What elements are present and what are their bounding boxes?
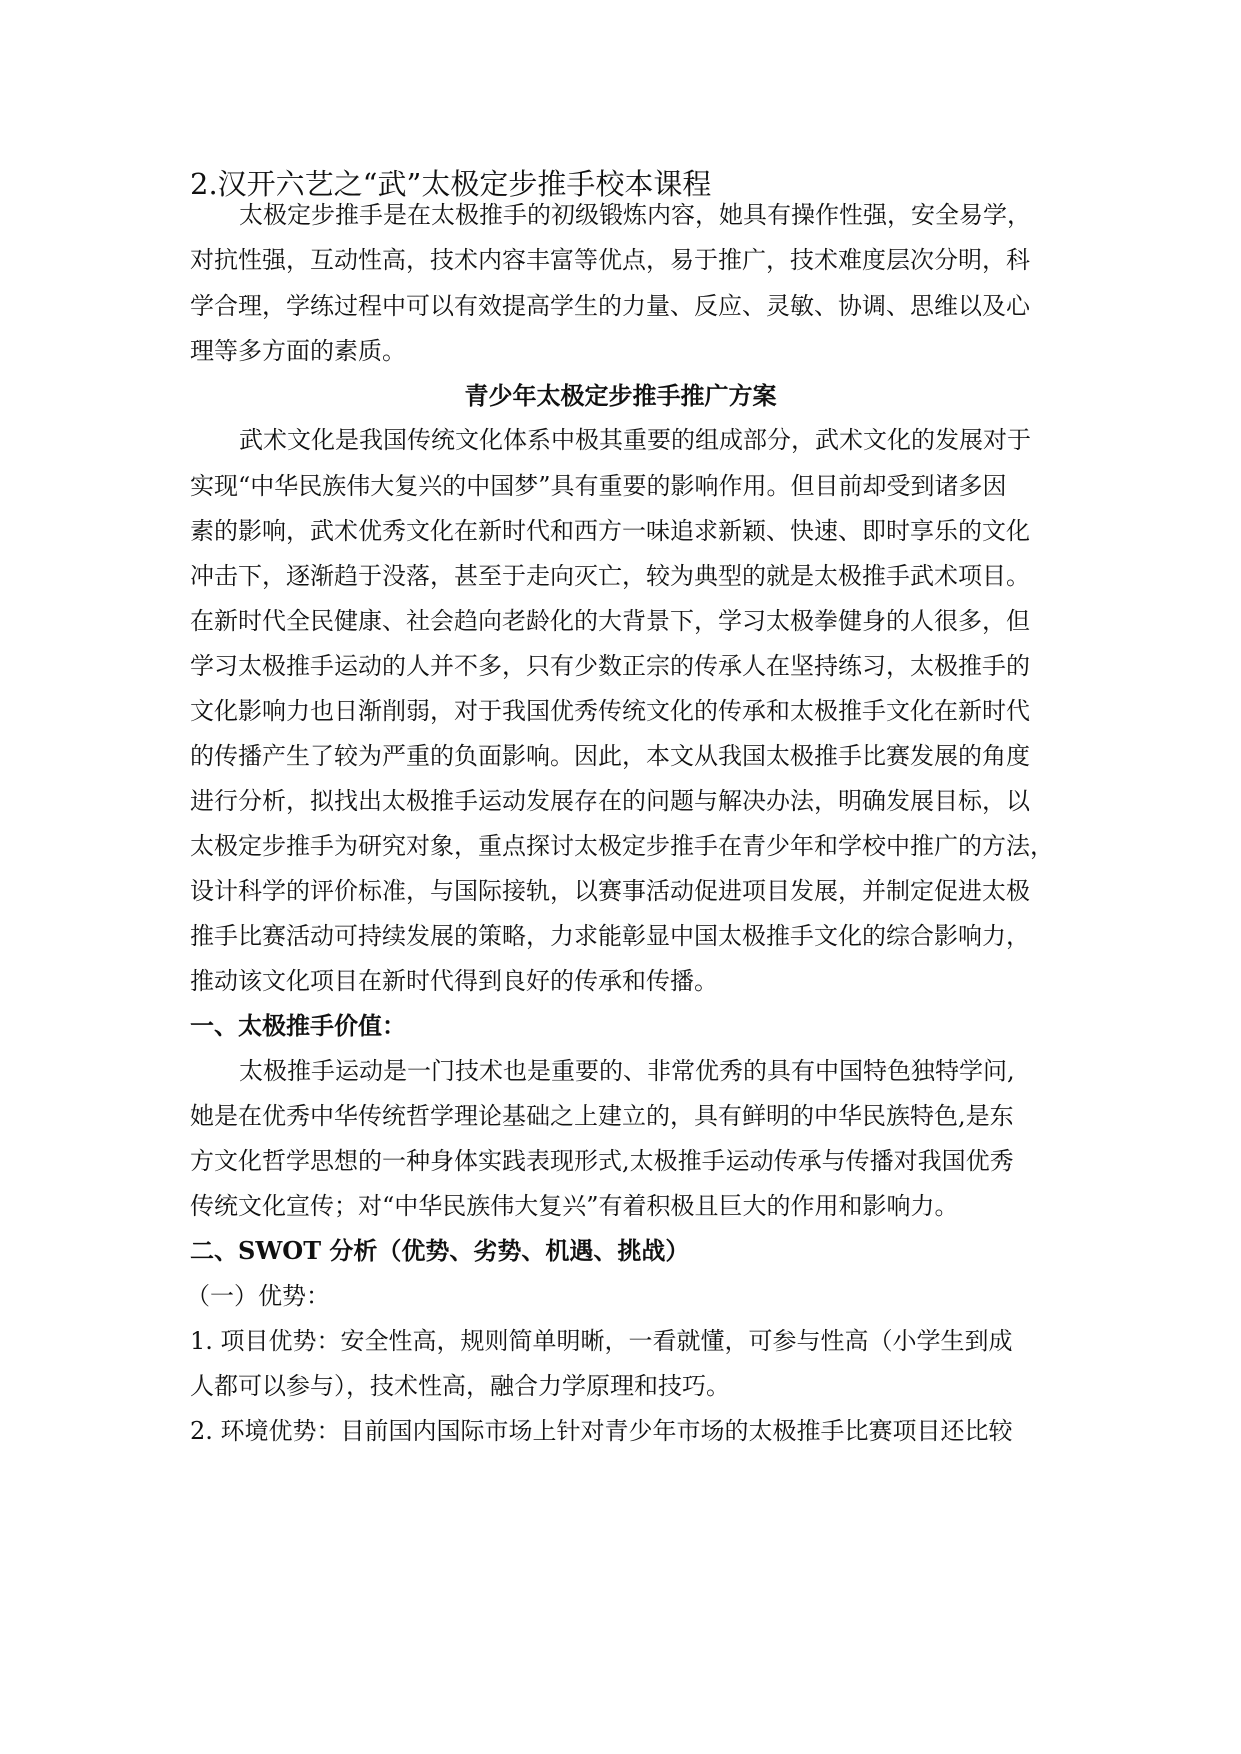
sub1-heading: （一）优势： [186, 1282, 330, 1310]
section1-heading: 一、太极推手价值： [190, 1011, 406, 1040]
plan-line-13: 推动该文化项目在新时代得到良好的传承和传播。 [190, 967, 718, 995]
section1-line-3: 方文化哲学思想的一种身体实践表现形式,太极推手运动传承与传播对我国优秀 [190, 1147, 1014, 1175]
plan-line-3: 素的影响，武术优秀文化在新时代和西方一味追求新颖、快速、即时享乐的文化 [190, 517, 1030, 545]
plan-line-1: 武术文化是我国传统文化体系中极其重要的组成部分，武术文化的发展对于 [239, 426, 1031, 454]
plan-title: 青少年太极定步推手推广方案 [464, 381, 777, 410]
intro-line-3: 学合理，学练过程中可以有效提高学生的力量、反应、灵敏、协调、思维以及心 [190, 292, 1030, 320]
item2-line-1: 2. 环境优势：目前国内国际市场上针对青少年市场的太极推手比赛项目还比较 [190, 1417, 1013, 1445]
plan-line-2: 实现“中华民族伟大复兴的中国梦”具有重要的影响作用。但目前却受到诸多因 [190, 472, 1007, 500]
item1-line-2: 人都可以参与），技术性高，融合力学原理和技巧。 [190, 1372, 730, 1400]
plan-line-7: 文化影响力也日渐削弱，对于我国优秀传统文化的传承和太极推手文化在新时代 [190, 697, 1030, 725]
plan-line-8: 的传播产生了较为严重的负面影响。因此，本文从我国太极推手比赛发展的角度 [190, 742, 1030, 770]
section2-heading: 二、SWOT 分析（优势、劣势、机遇、挑战） [190, 1236, 690, 1265]
plan-line-9: 进行分析，拟找出太极推手运动发展存在的问题与解决办法，明确发展目标，以 [190, 787, 1030, 815]
plan-line-12: 推手比赛活动可持续发展的策略，力求能彰显中国太极推手文化的综合影响力， [190, 922, 1030, 950]
course-title: 2.汉开六艺之“武”太极定步推手校本课程 [190, 167, 712, 201]
plan-line-10: 太极定步推手为研究对象，重点探讨太极定步推手在青少年和学校中推广的方法， [190, 832, 1054, 860]
section1-line-1: 太极推手运动是一门技术也是重要的、非常优秀的具有中国特色独特学问, [239, 1057, 1015, 1085]
section1-line-2: 她是在优秀中华传统哲学理论基础之上建立的，具有鲜明的中华民族特色,是东 [190, 1102, 1014, 1130]
section1-line-4: 传统文化宣传；对“中华民族伟大复兴”有着积极且巨大的作用和影响力。 [190, 1192, 959, 1220]
plan-line-5: 在新时代全民健康、社会趋向老龄化的大背景下，学习太极拳健身的人很多，但 [190, 607, 1030, 635]
plan-line-6: 学习太极推手运动的人并不多，只有少数正宗的传承人在坚持练习，太极推手的 [190, 652, 1030, 680]
item1-line-1: 1. 项目优势：安全性高，规则简单明晰，一看就懂，可参与性高（小学生到成 [190, 1327, 1013, 1355]
intro-line-1: 太极定步推手是在太极推手的初级锻炼内容，她具有操作性强，安全易学， [239, 201, 1031, 229]
plan-line-4: 冲击下，逐渐趋于没落，甚至于走向灭亡，较为典型的就是太极推手武术项目。 [190, 562, 1030, 590]
plan-line-11: 设计科学的评价标准，与国际接轨，以赛事活动促进项目发展，并制定促进太极 [190, 877, 1030, 905]
intro-line-4: 理等多方面的素质。 [190, 337, 406, 365]
intro-line-2: 对抗性强，互动性高，技术内容丰富等优点，易于推广，技术难度层次分明，科 [190, 246, 1030, 274]
